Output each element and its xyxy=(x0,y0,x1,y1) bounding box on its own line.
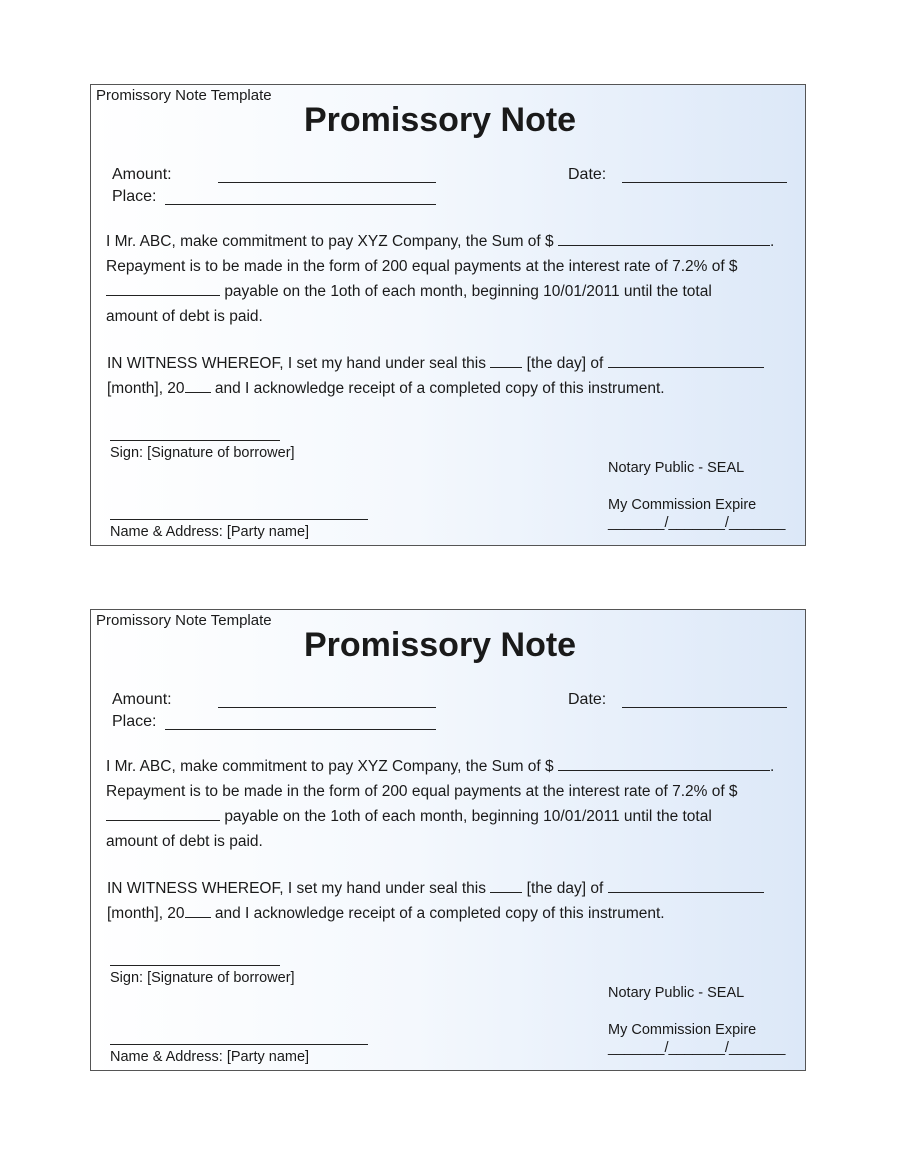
name-address-label: Name & Address: [Party name] xyxy=(110,524,310,540)
name-address-line[interactable] xyxy=(110,1044,368,1045)
amount-field-line[interactable] xyxy=(218,707,436,708)
signature-line[interactable] xyxy=(110,965,280,966)
paragraph-line: Repayment is to be made in the form of 200 equal payments at the interest rate of 7.2% of $ xyxy=(106,258,738,275)
sum-field-line[interactable] xyxy=(558,769,770,771)
paragraph-line: IN WITNESS WHEREOF, I set my hand under seal this [the day] of xyxy=(107,876,764,901)
date-label: Date: xyxy=(568,691,607,708)
note-title: Promissory Note xyxy=(304,626,577,664)
paragraph-line: IN WITNESS WHEREOF, I set my hand under seal this [the day] of xyxy=(107,351,764,376)
commitment-paragraph xyxy=(106,229,774,329)
place-field-line[interactable] xyxy=(165,729,436,730)
commission-date-line[interactable]: _______/_______/_______ xyxy=(608,515,786,531)
paragraph-line: I Mr. ABC, make commitment to pay XYZ Company, the Sum of $ . xyxy=(106,758,775,775)
amount-label: Amount: xyxy=(112,166,172,183)
paragraph-line: payable on the 1oth of each month, beginning 10/01/2011 until the total xyxy=(106,279,774,304)
year-field-line[interactable] xyxy=(185,916,211,918)
date-field-line[interactable] xyxy=(622,182,787,183)
paragraph-line: Repayment is to be made in the form of 200 equal payments at the interest rate of 7.2% of $ xyxy=(106,783,738,800)
notary-label: Notary Public - SEAL xyxy=(608,985,745,1001)
paragraph-line: payable on the 1oth of each month, beginning 10/01/2011 until the total xyxy=(106,804,774,829)
sum-field-line[interactable] xyxy=(558,244,770,246)
commission-date-line[interactable]: _______/_______/_______ xyxy=(608,1040,786,1056)
paragraph-line: amount of debt is paid. xyxy=(106,833,263,850)
sign-label: Sign: [Signature of borrower] xyxy=(110,970,295,986)
year-field-line[interactable] xyxy=(185,391,211,393)
day-field-line[interactable] xyxy=(490,891,522,893)
note-title: Promissory Note xyxy=(304,101,577,139)
amount-field-line[interactable] xyxy=(218,182,436,183)
promissory-note-card-1 xyxy=(90,84,806,546)
sign-label: Sign: [Signature of borrower] xyxy=(110,445,295,461)
paragraph-line: I Mr. ABC, make commitment to pay XYZ Company, the Sum of $ . xyxy=(106,233,775,250)
date-field-line[interactable] xyxy=(622,707,787,708)
name-address-line[interactable] xyxy=(110,519,368,520)
commission-label: My Commission Expire xyxy=(608,497,757,513)
day-field-line[interactable] xyxy=(490,366,522,368)
payment-amount-field-line[interactable] xyxy=(106,819,220,821)
place-label: Place: xyxy=(112,188,157,205)
name-address-label: Name & Address: [Party name] xyxy=(110,1049,310,1065)
signature-line[interactable] xyxy=(110,440,280,441)
witness-paragraph xyxy=(107,876,764,926)
place-field-line[interactable] xyxy=(165,204,436,205)
template-label: Promissory Note Template xyxy=(96,87,272,104)
place-label: Place: xyxy=(112,713,157,730)
paragraph-line: [month], 20 and I acknowledge receipt of a completed copy of this instrument. xyxy=(107,380,665,397)
month-field-line[interactable] xyxy=(608,891,764,893)
notary-label: Notary Public - SEAL xyxy=(608,460,745,476)
paragraph-line: [month], 20 and I acknowledge receipt of a completed copy of this instrument. xyxy=(107,905,665,922)
month-field-line[interactable] xyxy=(608,366,764,368)
commission-label: My Commission Expire xyxy=(608,1022,757,1038)
promissory-note-card-2 xyxy=(90,609,806,1071)
witness-paragraph xyxy=(107,351,764,401)
commitment-paragraph xyxy=(106,754,774,854)
template-label: Promissory Note Template xyxy=(96,612,272,629)
amount-label: Amount: xyxy=(112,691,172,708)
payment-amount-field-line[interactable] xyxy=(106,294,220,296)
date-label: Date: xyxy=(568,166,607,183)
paragraph-line: amount of debt is paid. xyxy=(106,308,263,325)
